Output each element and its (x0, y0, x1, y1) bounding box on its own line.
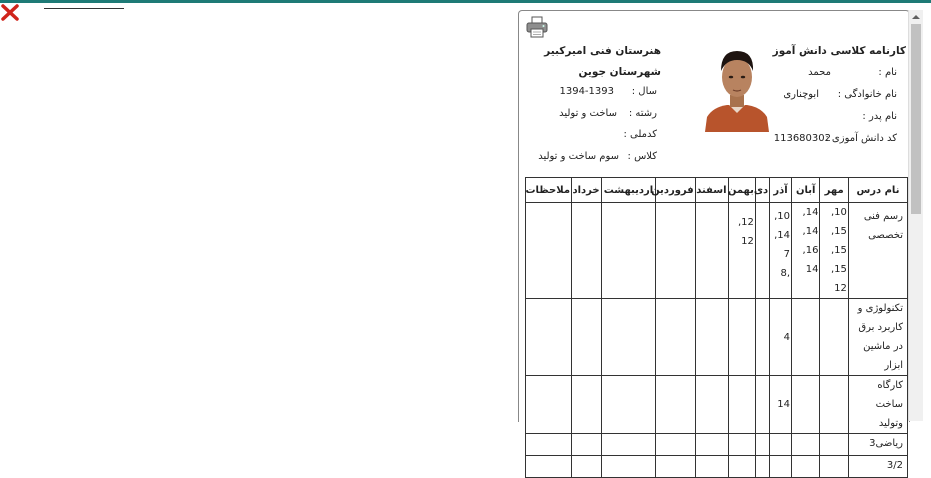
grade-cell (695, 376, 728, 434)
grade-cell (656, 299, 695, 376)
col-subject: نام درس (848, 178, 907, 203)
table-row (526, 434, 908, 456)
grade-cell: 10, 14, 7 ,8 (770, 203, 792, 299)
grade-cell (820, 376, 848, 434)
grade-cell (526, 376, 572, 434)
class-value: سوم ساخت و تولید (538, 151, 619, 162)
subject-cell: ریاضی3 (848, 434, 907, 456)
grade-cell (601, 376, 656, 434)
grade-cell (526, 456, 572, 478)
col-notes: ملاحظات (526, 178, 572, 203)
table-header-row (526, 178, 908, 203)
col-khordad: خرداد (572, 178, 602, 203)
col-ordibehesht: اردیبهشت (601, 178, 656, 203)
name-value: محمد (808, 67, 831, 78)
grade-cell (572, 434, 602, 456)
grade-cell (601, 203, 656, 299)
table-row (526, 299, 908, 376)
grade-cell (770, 456, 792, 478)
grade-cell (728, 376, 755, 434)
table-row (526, 456, 908, 478)
grade-cell (695, 299, 728, 376)
year-value: 1394-1393 (559, 86, 614, 97)
col-esfand: اسفند (695, 178, 728, 203)
subject-cell: تکنولوژی و کاربرد برق در ماشین ابزار (848, 299, 907, 376)
grade-cell: 4 (770, 299, 792, 376)
grade-cell (572, 203, 602, 299)
year-label: سال : (631, 86, 657, 97)
grade-cell (601, 456, 656, 478)
grades-table (525, 177, 908, 478)
grade-cell (820, 456, 848, 478)
grade-cell: 10, 15, 15, 15, 12 (820, 203, 848, 299)
grade-cell (728, 456, 755, 478)
family-value: ابوچناری (783, 89, 819, 100)
grade-cell (572, 376, 602, 434)
field-label: رشته : (628, 108, 657, 119)
grade-cell (728, 299, 755, 376)
grade-cell (755, 203, 769, 299)
grade-cell (792, 456, 820, 478)
col-azar: آذر (770, 178, 792, 203)
underline-link[interactable] (44, 8, 124, 9)
grade-cell (728, 434, 755, 456)
grade-cell: 12, 12 (728, 203, 755, 299)
col-mehr: مهر (820, 178, 848, 203)
grade-cell (755, 456, 769, 478)
grade-cell (572, 456, 602, 478)
grade-cell (792, 376, 820, 434)
class-label: کلاس : (627, 151, 657, 162)
student-photo (703, 43, 771, 132)
report-heading: کارنامه کلاسی دانش آموز (772, 45, 906, 57)
col-dey: دی (755, 178, 769, 203)
grade-cell (695, 456, 728, 478)
family-label: نام خانوادگی : (837, 89, 897, 100)
grade-cell (695, 434, 728, 456)
table-row (526, 203, 908, 299)
report-card-panel (518, 10, 910, 471)
grade-cell (755, 434, 769, 456)
school-city: شهرستان جوین (578, 66, 661, 78)
grade-cell (792, 299, 820, 376)
grade-cell (755, 299, 769, 376)
grade-cell (770, 434, 792, 456)
grade-cell: 14, 14, 16, 14 (792, 203, 820, 299)
name-label: نام : (878, 67, 897, 78)
grade-cell (755, 376, 769, 434)
col-bahman: بهمن (728, 178, 755, 203)
student-code-label: کد دانش آموزی : (825, 133, 897, 144)
grade-cell (526, 203, 572, 299)
field-value: ساخت و تولید (559, 108, 617, 119)
grade-cell (526, 434, 572, 456)
grade-cell (695, 203, 728, 299)
grade-cell (656, 376, 695, 434)
subject-cell: رسم فنی تخصصی (848, 203, 907, 299)
vertical-scrollbar[interactable] (908, 10, 923, 421)
national-id-label: کدملی : (623, 129, 657, 140)
student-code-value: 113680302 (773, 133, 831, 144)
grade-cell (601, 299, 656, 376)
col-aban: آبان (792, 178, 820, 203)
grade-cell (820, 299, 848, 376)
table-row (526, 376, 908, 434)
close-icon[interactable] (0, 3, 20, 21)
scrollbar-thumb[interactable] (911, 24, 921, 214)
grade-cell (572, 299, 602, 376)
printer-icon[interactable] (526, 16, 548, 38)
grade-cell (656, 203, 695, 299)
subject-cell: کارگاه ساخت وتولید (848, 376, 907, 434)
school-name: هنرستان فنی امیرکبیر (544, 45, 661, 57)
grade-cell (526, 299, 572, 376)
grade-cell (656, 456, 695, 478)
grade-cell (792, 434, 820, 456)
grade-cell (820, 434, 848, 456)
father-label: نام پدر : (862, 111, 897, 122)
top-border (0, 0, 931, 3)
grade-cell (601, 434, 656, 456)
scroll-up-arrow-icon[interactable] (909, 10, 923, 24)
col-farvardin: فروردین (656, 178, 695, 203)
subject-cell: 3/2 (848, 456, 907, 478)
grade-cell: 14 (770, 376, 792, 434)
grade-cell (656, 434, 695, 456)
